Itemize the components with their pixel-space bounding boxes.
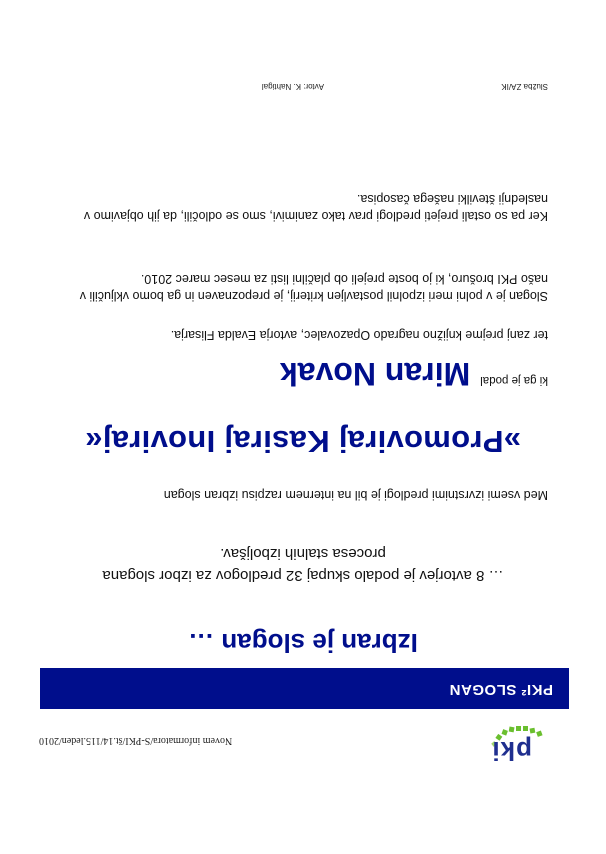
logo-text: pki xyxy=(491,736,532,766)
section-banner xyxy=(40,668,569,709)
article-subtitle: … 8 avtorjev je podalo skupaj 32 predlogov za izbor slogana procesa stalnih izboljšav. xyxy=(102,545,504,584)
footer-author: Avtor: K. Nahtigal xyxy=(261,82,324,91)
pki-logo xyxy=(486,722,546,772)
header-reference: Novem informatora/S-PKI/št.14/115.leden/2010 xyxy=(39,735,233,746)
author-name: Miran Novak xyxy=(279,356,471,392)
paragraph-2: Ker pa so ostali prejeti predlogi prav tako zanimivi, smo se odločili, da jih objavimo v naslednji številki našega časopisa. xyxy=(83,192,548,223)
award-text: ter zanj prejme knjižno nagrado Opazovalec, avtorja Evalda Flisarja. xyxy=(170,328,548,342)
banner-title: PKI² SLOGAN xyxy=(449,681,553,698)
author-prefix: ki ga je podal xyxy=(480,374,548,386)
footer-service: Služba ZA/IK xyxy=(501,82,548,91)
intro-text: Med vsemi izvrstnimi predlogi je bil na internem razpisu izbran slogan xyxy=(163,488,548,502)
paragraph-1: Slogan je v polni meri izpolnil postavljen kriterij, je prepoznaven in ga bomo vključili v našo PKI brošuro, ki jo boste prejeli ob plačilni listi za mesec marec 2010. xyxy=(79,272,548,303)
article-title: Izbran je slogan … xyxy=(188,628,418,658)
winning-slogan: »Promoviraj Kasiraj Inoviraj« xyxy=(85,424,522,459)
author-line xyxy=(280,355,548,392)
